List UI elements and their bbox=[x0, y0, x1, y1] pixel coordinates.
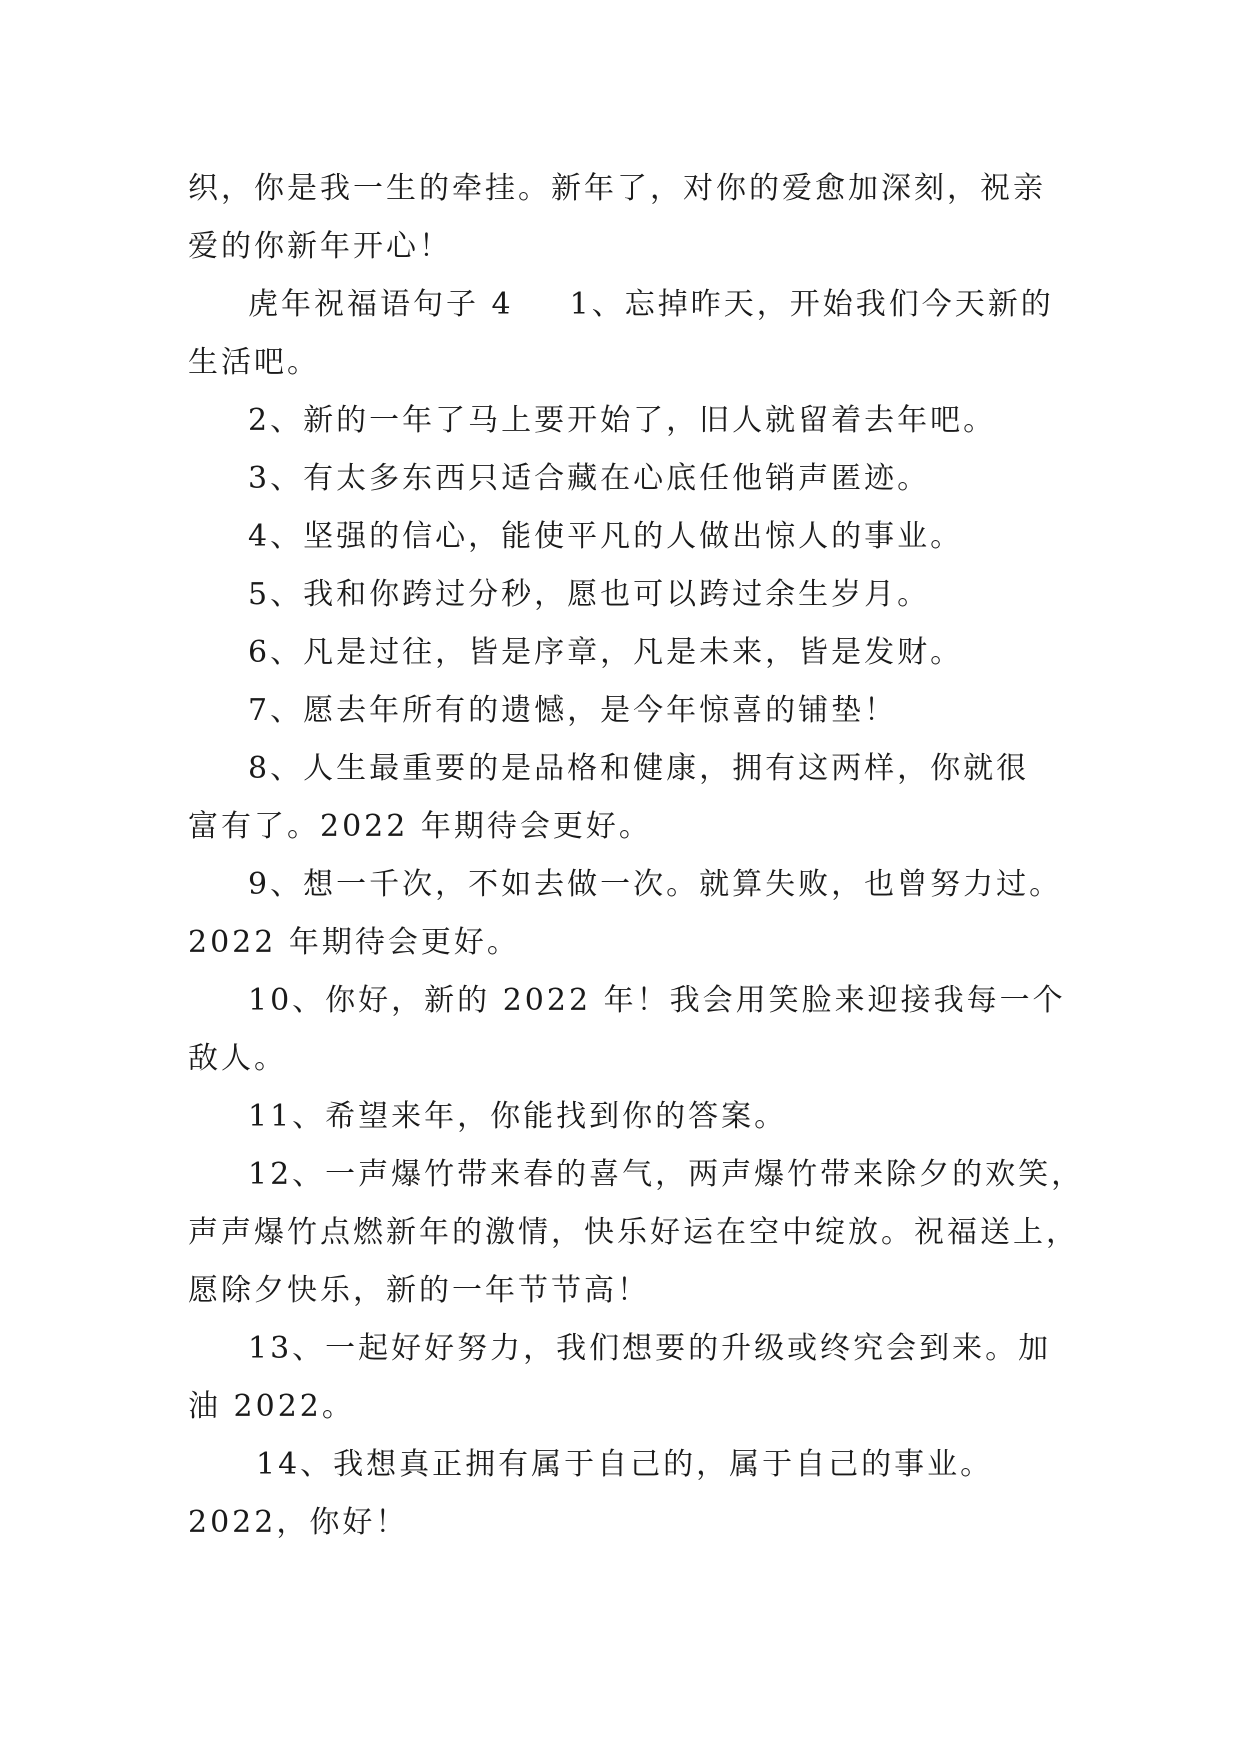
text-line: 7、愿去年所有的遗憾，是今年惊喜的铺垫！ bbox=[248, 693, 898, 728]
text-line: 声声爆竹点燃新年的激情，快乐好运在空中绽放。祝福送上， bbox=[188, 1215, 1079, 1250]
text-line: 13、一起好好努力，我们想要的升级或终究会到来。加 bbox=[248, 1331, 1052, 1366]
text-line: 5、我和你跨过分秒，愿也可以跨过余生岁月。 bbox=[248, 577, 931, 612]
text-line: 9、想一千次，不如去做一次。就算失败，也曾努力过。 bbox=[248, 867, 1063, 902]
text-line: 生活吧。 bbox=[188, 345, 320, 380]
text-line: 4、坚强的信心，能使平凡的人做出惊人的事业。 bbox=[248, 519, 964, 554]
text-line: 2022 年期待会更好。 bbox=[188, 925, 520, 960]
text-line: 富有了。2022 年期待会更好。 bbox=[188, 809, 652, 844]
text-line: 3、有太多东西只适合藏在心底任他销声匿迹。 bbox=[248, 461, 931, 496]
text-line: 6、凡是过往，皆是序章，凡是未来，皆是发财。 bbox=[248, 635, 964, 670]
text-line: 1、忘掉昨天，开始我们今天新的 bbox=[569, 287, 1054, 322]
text-line: 11、希望来年，你能找到你的答案。 bbox=[248, 1099, 788, 1134]
text-line: 愿除夕快乐，新的一年节节高！ bbox=[188, 1273, 650, 1308]
text-line: 2、新的一年了马上要开始了，旧人就留着去年吧。 bbox=[248, 403, 997, 438]
text-line: 油 2022。 bbox=[188, 1389, 355, 1424]
text-line: 8、人生最重要的是品格和健康，拥有这两样，你就很 bbox=[248, 751, 1030, 786]
text-line: 12、一声爆竹带来春的喜气，两声爆竹带来除夕的欢笑， bbox=[248, 1157, 1085, 1192]
section-heading: 虎年祝福语句子 4 bbox=[248, 287, 514, 322]
text-line: 2022，你好！ bbox=[188, 1505, 409, 1540]
text-line: 10、你好，新的 2022 年！我会用笑脸来迎接我每一个 bbox=[248, 983, 1066, 1018]
text-line: 织，你是我一生的牵挂。新年了，对你的爱愈加深刻，祝亲 bbox=[188, 171, 1046, 206]
text-line: 14、我想真正拥有属于自己的，属于自己的事业。 bbox=[256, 1447, 994, 1482]
text-line: 敌人。 bbox=[188, 1041, 287, 1076]
document-page bbox=[188, 160, 1085, 1552]
section-heading-line bbox=[188, 276, 1054, 334]
text-line: 爱的你新年开心！ bbox=[188, 229, 452, 264]
